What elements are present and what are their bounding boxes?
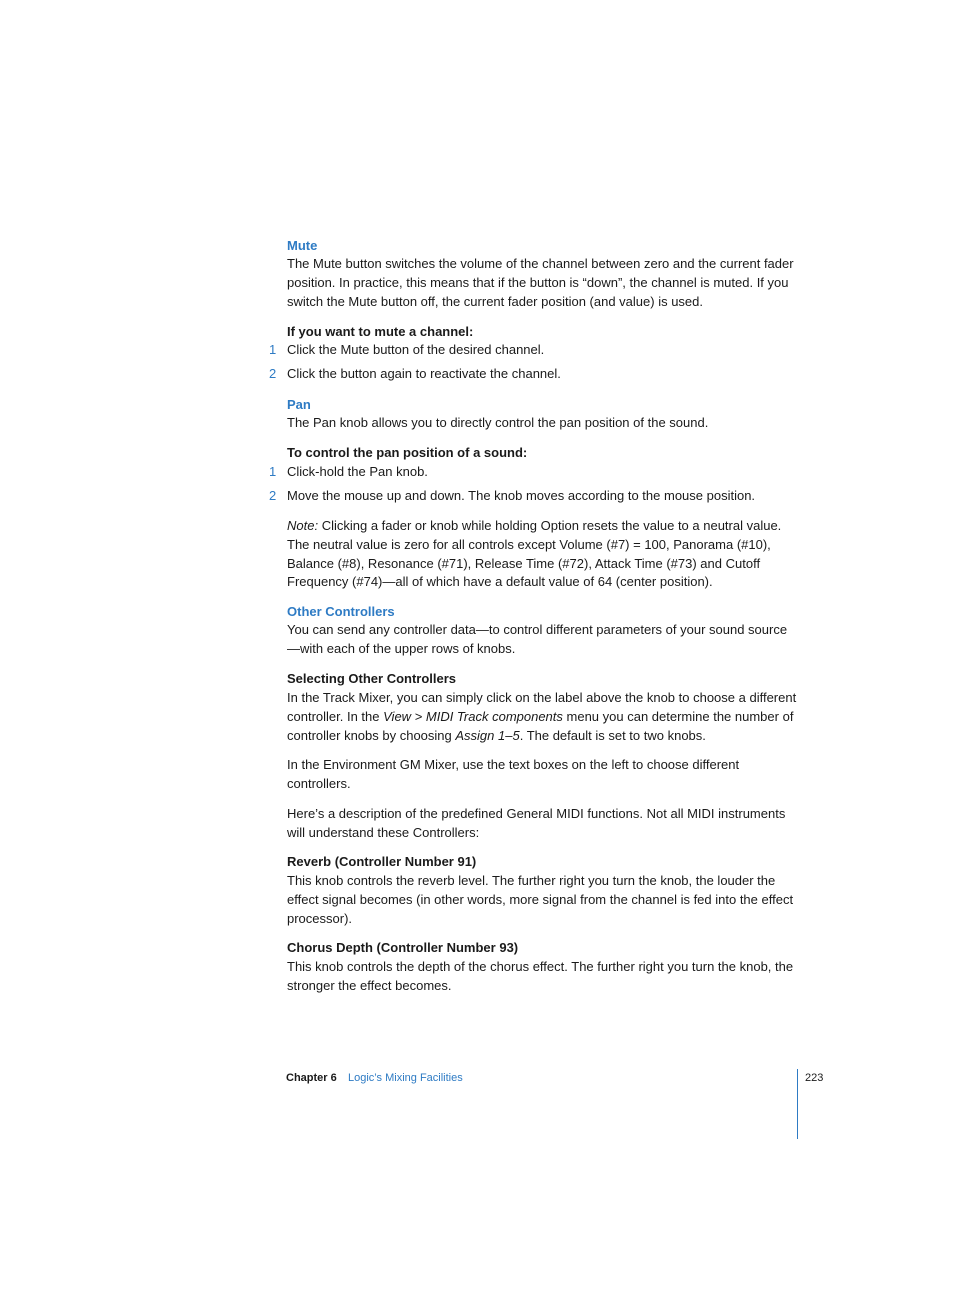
selecting-controllers-text bbox=[287, 689, 797, 745]
chorus-text: This knob controls the depth of the chorus effect. The further right you turn the knob, the stronger the effect becomes. bbox=[287, 959, 794, 993]
note-label: Note: bbox=[287, 518, 319, 533]
mute-step-1-text: Click the Mute button of the desired channel. bbox=[287, 342, 545, 357]
other-controllers-body: You can send any controller data—to control different parameters of your sound source—with each of the upper rows of knobs. bbox=[287, 622, 788, 656]
reverb-heading bbox=[287, 853, 797, 872]
mute-step-1-number: 1 bbox=[269, 342, 277, 357]
reverb-heading-text: Reverb (Controller Number 91) bbox=[287, 854, 477, 869]
other-controllers-heading: Other Controllers bbox=[287, 604, 395, 619]
pan-body: The Pan knob allows you to directly control the pan position of the sound. bbox=[287, 415, 709, 430]
chorus-heading bbox=[287, 939, 797, 958]
sel-text-2: menu you can determine the number of controller knobs by choosing bbox=[287, 708, 794, 743]
mute-task-heading: If you want to mute a channel: bbox=[287, 324, 474, 339]
reverb-text: This knob controls the reverb level. The further right you turn the knob, the louder the effect signal becomes (in other words, more signal from the channel is fed into the effect processor). bbox=[287, 873, 794, 926]
mute-step-2-number: 2 bbox=[269, 366, 277, 381]
pan-heading: Pan bbox=[287, 397, 311, 412]
footer-chapter: Chapter 6 bbox=[286, 1072, 337, 1084]
footer-divider bbox=[797, 1069, 798, 1139]
pan-step-1-number: 1 bbox=[269, 464, 277, 479]
mute-step-2-text: Click the button again to reactivate the channel. bbox=[287, 366, 561, 381]
mute-heading: Mute bbox=[287, 238, 318, 253]
footer-chapter-title: Logic’s Mixing Facilities bbox=[348, 1072, 463, 1084]
sel-text-3: . The default is set to two knobs. bbox=[519, 727, 706, 743]
footer-page-number: 223 bbox=[805, 1072, 824, 1084]
gm-description-text: Here’s a description of the predefined General MIDI functions. Not all MIDI instruments will understand these Controllers: bbox=[287, 806, 786, 840]
environment-mixer-text: In the Environment GM Mixer, use the text boxes on the left to choose different controllers. bbox=[287, 757, 740, 791]
pan-step-2-text: Move the mouse up and down. The knob moves according to the mouse position. bbox=[287, 488, 756, 503]
pan-note bbox=[287, 517, 797, 592]
pan-step-2-number: 2 bbox=[269, 488, 277, 503]
selecting-controllers-heading: Selecting Other Controllers bbox=[287, 671, 457, 686]
mute-body: The Mute button switches the volume of the channel between zero and the current fader position. In practice, this means that if the button is “down”, the channel is muted. If you switch the Mute button off, the current fader position (and value) is used. bbox=[287, 256, 794, 309]
sel-assign-option: Assign 1–5 bbox=[455, 727, 520, 743]
pan-task-heading: To control the pan position of a sound: bbox=[287, 445, 528, 460]
sel-text-1: In the Track Mixer, you can simply click on the label above the knob to choose a different controller. In the bbox=[287, 690, 797, 724]
sel-menu-path: View > MIDI Track components bbox=[383, 708, 563, 724]
chorus-heading-text: Chorus Depth (Controller Number 93) bbox=[287, 940, 519, 955]
note-text: Clicking a fader or knob while holding Option resets the value to a neutral value. The neutral value is zero for all controls except Volume (#7) = 100, Panorama (#10), Balance (#8), Resonance (#71), Release Time (#72), Attack Time (#73) and Cutoff Frequency (#74)—all of which have a default value of 64 (center position). bbox=[287, 518, 782, 590]
pan-step-1-text: Click-hold the Pan knob. bbox=[287, 464, 428, 479]
